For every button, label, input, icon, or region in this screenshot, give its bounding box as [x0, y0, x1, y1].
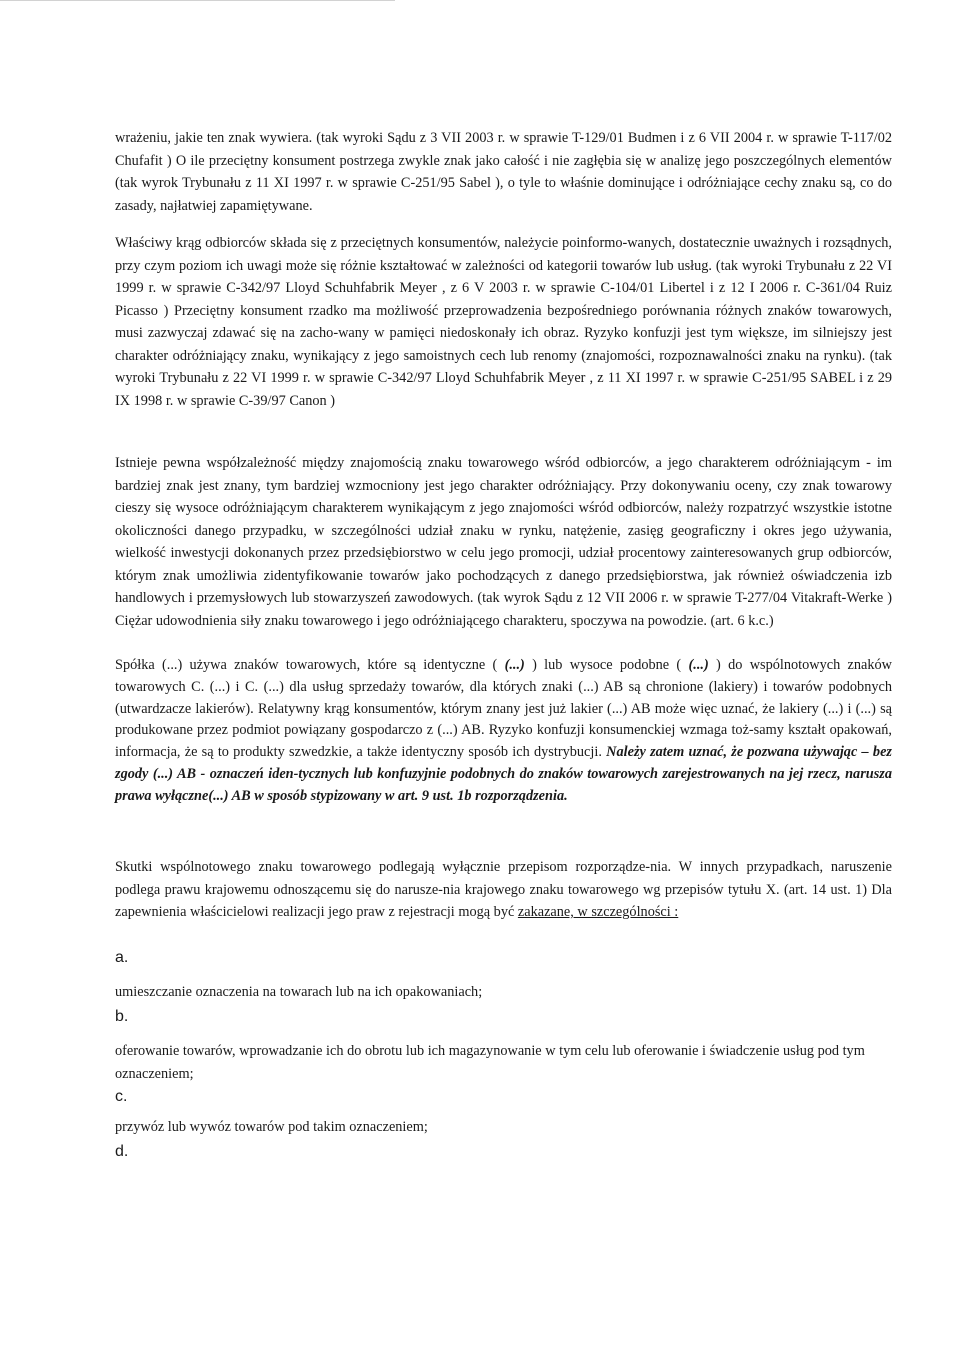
paragraph-4-part2: ) lub wysoce podobne (: [532, 657, 682, 673]
paragraph-1: wrażeniu, jakie ten znak wywiera. (tak wyroki Sądu z 3 VII 2003 r. w sprawie T-129/01 Budmen i z 6 VII 2004 r. w sprawie T-117/02 Chufafit ) O ile przeciętny konsument postrzega zwykle znak jako całość i nie zagłębia się w analizę jego poszczególnych elementów (tak wyrok Trybunału z 11 XI 1997 r. w sprawie C-251/95 Sabel ), o tyle to właśnie dominujące i odróżniające cechy znaku są, co do zasady, najłatwiej zapamiętywane.: [115, 130, 892, 214]
list-item-b: oferowanie towarów, wprowadzanie ich do obrotu lub ich magazynowanie w tym celu lub oferowanie i świadczenie usług pod tym oznaczeniem;: [115, 1043, 865, 1082]
paragraph-4-conclusion: Należy zatem uznać, że pozwana używając – bez zgody (...) AB - oznaczeń iden-tycznych lub konfuzyjnie podobnych do znaków towarowych zarejestrowanych na jej rzecz, narusza prawa wyłączne(...) AB w sposób stypizowany w art. 9 ust. 1b rozporządzenia.: [115, 744, 892, 804]
list-marker-b: b.: [115, 1008, 129, 1025]
list-marker-c: c.: [115, 1088, 128, 1105]
paragraph-4-emph-1: (...): [497, 657, 533, 673]
list-marker-a: a.: [115, 949, 129, 966]
list-item-c: przywóz lub wywóz towarów pod takim oznaczeniem;: [115, 1119, 428, 1135]
paragraph-5-text: Skutki wspólnotowego znaku towarowego podlegają wyłącznie przepisom rozporządze-nia. W innych przypadkach, naruszenie podlega prawu krajowemu odnoszącemu się do narusze-nia krajowego znaku towarowego wg przepisów tytułu X. (art. 14 ust. 1) Dla zapewnienia właścicielowi realizacji jego praw z rejestracji mogą być: [115, 859, 892, 920]
paragraph-4-part3: ) do wspólnotowych znaków towarowych C. (...) i C. (...) dla usług sprzedaży towarów, dla których znaki (...) AB są chronione (lakiery) i towarów podobnych (utwardzacze lakierów). Relatywny krąg konsumentów, którym znany jest już lakier (...) AB może więc uznać, że lakiery (...) i (...) są produkowane przez podmiot powiązany gospodarczo z (...) AB. Ryzyko konfuzji konsumenckiej wzmaga toż-samy kształt opakowań, informacja, że są to produkty szwedzkie, a także identyczny sposób ich dystrybucji.: [115, 657, 892, 761]
list-item-a: umieszczanie oznaczenia na towarach lub na ich opakowaniach;: [115, 984, 483, 1000]
paragraph-5-underlined: zakazane, w szczególności :: [517, 904, 679, 920]
scan-edge-line: [0, 0, 395, 1]
paragraph-4-emph-2: (...): [681, 657, 717, 673]
paragraph-5: [115, 856, 892, 924]
paragraph-4: [115, 655, 892, 808]
paragraph-2: Właściwy krąg odbiorców składa się z przeciętnych konsumentów, należycie poinformo-wanych, dostatecznie uważnych i rozsądnych, przy czym poziom ich uwagi może się różnie kształtować w zależności od kategorii towarów lub usług. (tak wyroki Trybunału z 22 VI 1999 r. w sprawie C-342/97 Lloyd Schuhfabrik Meyer , z 6 V 2003 r. w sprawie C-104/01 Libertel i z 12 I 2006 r. C-361/04 Ruiz Picasso ) Przeciętny konsument rzadko ma możliwość przeprowadzenia bezpośredniego porównania różnych znaków towarowych, musi zazwyczaj zdawać się na zacho-wany w pamięci niedoskonały ich obraz. Ryzyko konfuzji jest tym większe, im silniejszy jest charakter odróżniający znaku, wynikający z jego samoistnych cech lub renomy (znajomości, rozpoznawalności znaku na rynku). (tak wyroki Trybunału z 22 VI 1999 r. w sprawie C-342/97 Lloyd Schuhfabrik Meyer , z 11 XI 1997 r. w sprawie C-251/95 SABEL i z 29 IX 1998 r. w sprawie C-39/97 Canon ): [115, 235, 892, 409]
paragraph-4-part1: Spółka (...) używa znaków towarowych, które są identyczne (: [115, 657, 498, 673]
paragraph-3: Istnieje pewna współzależność między znajomością znaku towarowego wśród odbiorców, a jego charakterem odróżniającym - im bardziej znak jest znany, tym bardziej wzmocniony jest jego charakter odróżniający. Przy dokonywaniu oceny, czy znak towarowy cieszy się wysoce odróżniającym charakterem wynikającym z jego znajomości wśród odbiorców, należy rozpatrzyć wszystkie istotne okoliczności danego przypadku, w szczególności udział znaku w rynku, natężenie, zasięg geograficzny i okres jego używania, wielkość inwestycji dokonanych przez przedsiębiorstwo w celu jego promocji, udział procentowy zainteresowanych grup odbiorców, którym znak umożliwia zidentyfikowanie towarów jako pochodzących z danego przedsiębiorstwa, jak również oświadczenia izb handlowych i przemysłowych lub stowarzyszeń zawodowych. (tak wyrok Sądu z 12 VII 2006 r. w sprawie T-277/04 Vitakraft-Werke ) Ciężar udowodnienia siły znaku towarowego i jego odróżniającego charakteru, spoczywa na powodzie. (art. 6 k.c.): [115, 455, 892, 629]
list-marker-d: d.: [115, 1143, 129, 1160]
